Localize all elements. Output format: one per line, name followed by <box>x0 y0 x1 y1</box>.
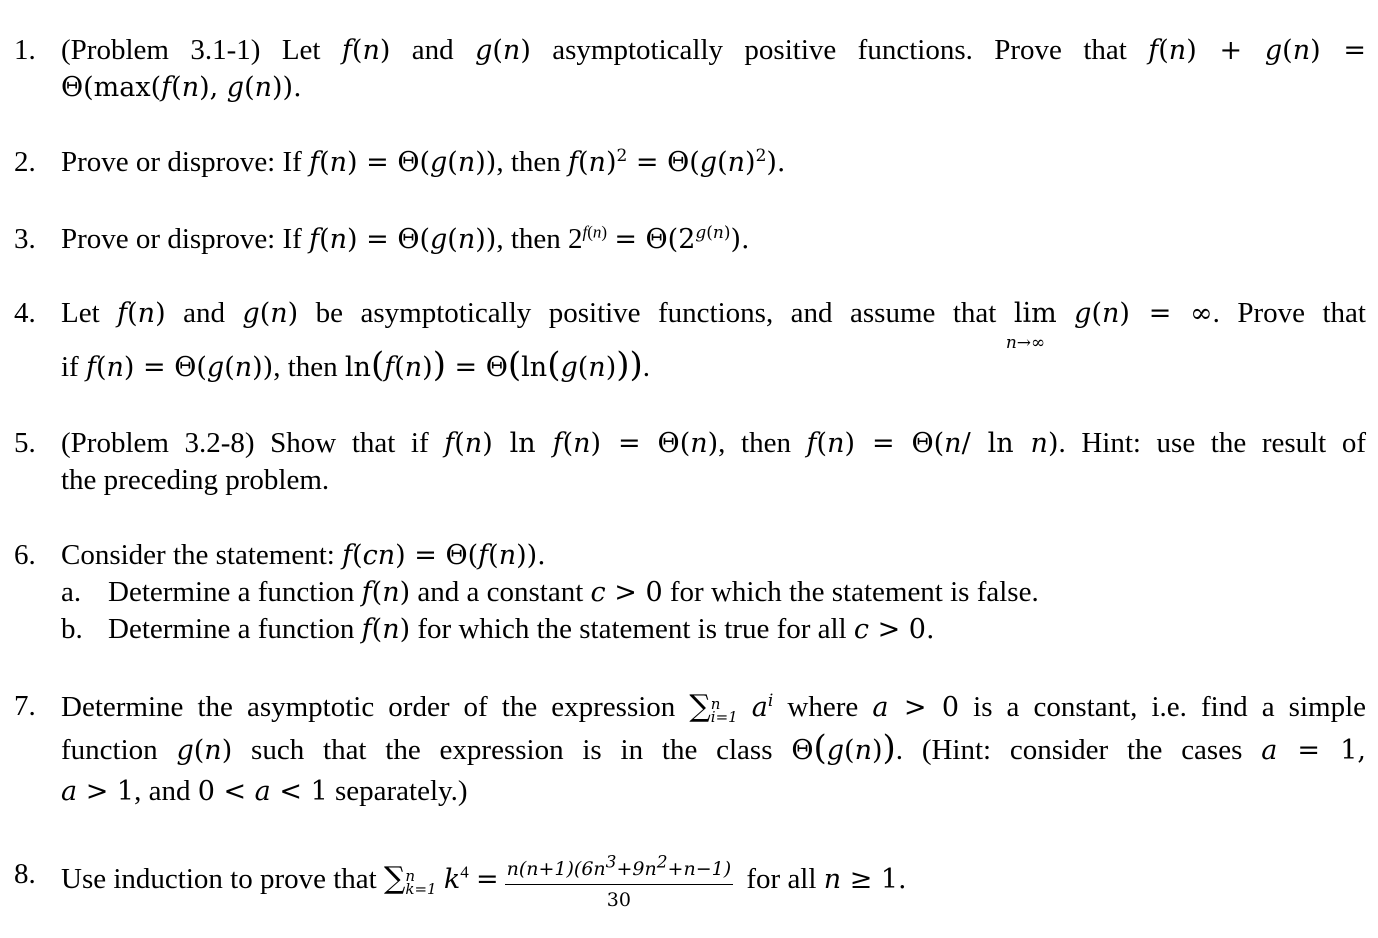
problem-number: 1. <box>14 34 36 66</box>
problem-text: Determine the asymptotic order of the expression ∑n i=1 $a^i$ where a > 0 is a constant, i.e. find a simple function g(n) such that the expression is in the class Θ(g(n)). (Hint: consider the cases a = 1, a > 1, and 0 < a < 1 separately.) <box>61 689 1367 807</box>
problem-number: 2. <box>14 146 36 178</box>
problem-number: 4. <box>14 297 36 329</box>
problem-6-part-b: b. Determine a function f(n) for which the statement is true for all c > 0. <box>61 613 935 645</box>
problem-text: Prove or disprove: If f(n) = Θ(g(n)), then $2^{f(n)} = \Theta(2^{g(n)})$. <box>61 222 750 255</box>
problem-text: Prove or disprove: If f(n) = Θ(g(n)), then $f(n)^2 = \Theta(g(n)^2)$. <box>61 146 786 178</box>
problem-number: 7. <box>14 690 36 722</box>
problem-number: 5. <box>14 427 36 459</box>
problem-1-line-2: Θ(max(f(n), g(n)). <box>61 72 302 103</box>
problem-text: (Problem 3.2-8) Show that if f(n) ln f(n) = Θ(n), then f(n) = Θ(n/ ln n). Hint: use the result of the preceding problem. <box>61 427 1366 496</box>
problem-text: Consider the statement: f(cn) = Θ(f(n)). a. Determine a function f(n) and a constant c > 0 for which the statement is false. b. Determine a function f(n) for which the statement is true for all c > 0. <box>61 537 1366 648</box>
problem-number: 8. <box>14 858 36 890</box>
problem-6-part-a: a. Determine a function f(n) and a constant c > 0 for which the statement is false. <box>61 576 1039 608</box>
problem-text: Use induction to prove that ∑n k=1 $k^4$ = $\frac{n(n+1)(6n^3+9n^2+n-1)}{30}$ for all n ≥ 1. <box>61 852 907 911</box>
problem-number: 6. <box>14 539 36 571</box>
problem-text <box>61 32 1366 106</box>
problem-number: 3. <box>14 223 36 255</box>
problem-text: Let f(n) and g(n) be asymptotically positive functions, and assume that lim n→∞ g(n) = ∞. Prove that if f(n) = Θ(g(n)), then ln(f(n)) = Θ(ln(g(n))). <box>61 297 1366 385</box>
problem-1-line-1: (Problem 3.1-1) Let f(n) and g(n) asymptotically positive functions. Prove that f(n) + g(n) = <box>61 34 1366 66</box>
